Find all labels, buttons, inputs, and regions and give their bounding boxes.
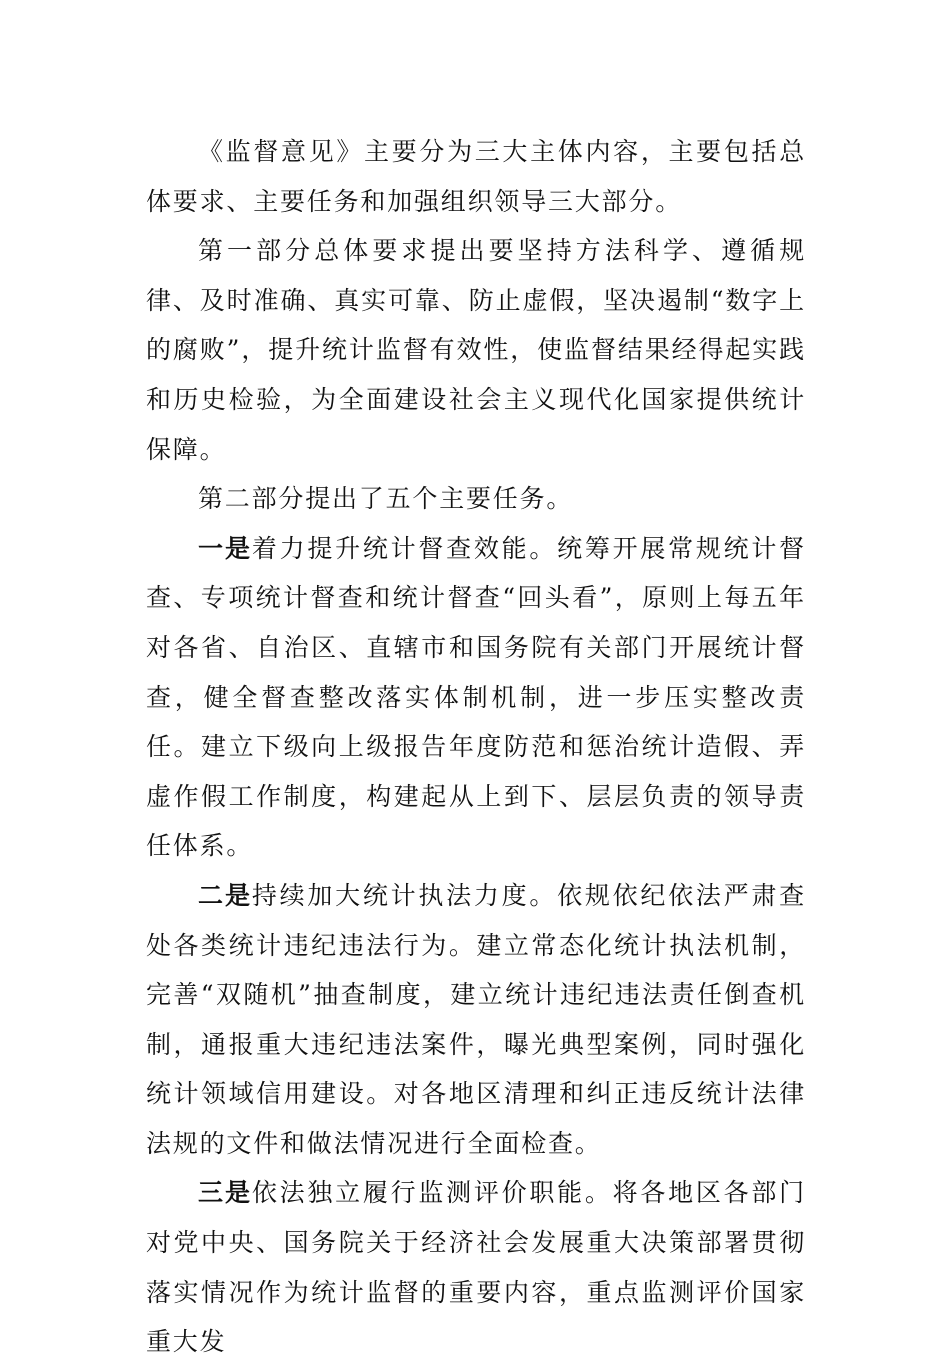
paragraph-task-one (146, 524, 806, 871)
paragraph-text: 着力提升统计督查效能。统筹开展常规统计督查、专项统计督查和统计督查“回头看”，原则上每五年对各省、自治区、直辖市和国务院有关部门开展统计督查，健全督查整改落实体制机制，进一步压实整改责任。建立下级向上级报告年度防范和惩治统计造假、弄虚作假工作制度，构建起从上到下、层层负责的领导责任体系。 (146, 533, 806, 861)
paragraph-lead: 三是 (198, 1178, 252, 1208)
paragraph-task-two (146, 871, 806, 1169)
document-body (146, 127, 806, 1367)
paragraph-lead: 一是 (198, 533, 252, 563)
paragraph-overview (146, 127, 806, 226)
paragraph-text: 第二部分提出了五个主要任务。 (198, 484, 574, 514)
paragraph-part-one (146, 226, 806, 474)
paragraph-text: 依法独立履行监测评价职能。将各地区各部门对党中央、国务院关于经济社会发展重大决策部署贯彻落实情况作为统计监督的重要内容，重点监测评价国家重大发 (146, 1178, 806, 1357)
paragraph-text: 《监督意见》主要分为三大主体内容，主要包括总体要求、主要任务和加强组织领导三大部分。 (146, 137, 806, 216)
paragraph-part-two (146, 474, 806, 524)
paragraph-task-three (146, 1168, 806, 1366)
paragraph-text: 持续加大统计执法力度。依规依纪依法严肃查处各类统计违纪违法行为。建立常态化统计执法机制，完善“双随机”抽查制度，建立统计违纪违法责任倒查机制，通报重大违纪违法案件，曝光典型案例，同时强化统计领域信用建设。对各地区清理和纠正违反统计法律法规的文件和做法情况进行全面检查。 (146, 880, 806, 1158)
paragraph-text: 第一部分总体要求提出要坚持方法科学、遵循规律、及时准确、真实可靠、防止虚假，坚决遏制“数字上的腐败”，提升统计监督有效性，使监督结果经得起实践和历史检验，为全面建设社会主义现代化国家提供统计保障。 (146, 236, 806, 464)
paragraph-lead: 二是 (198, 880, 252, 910)
